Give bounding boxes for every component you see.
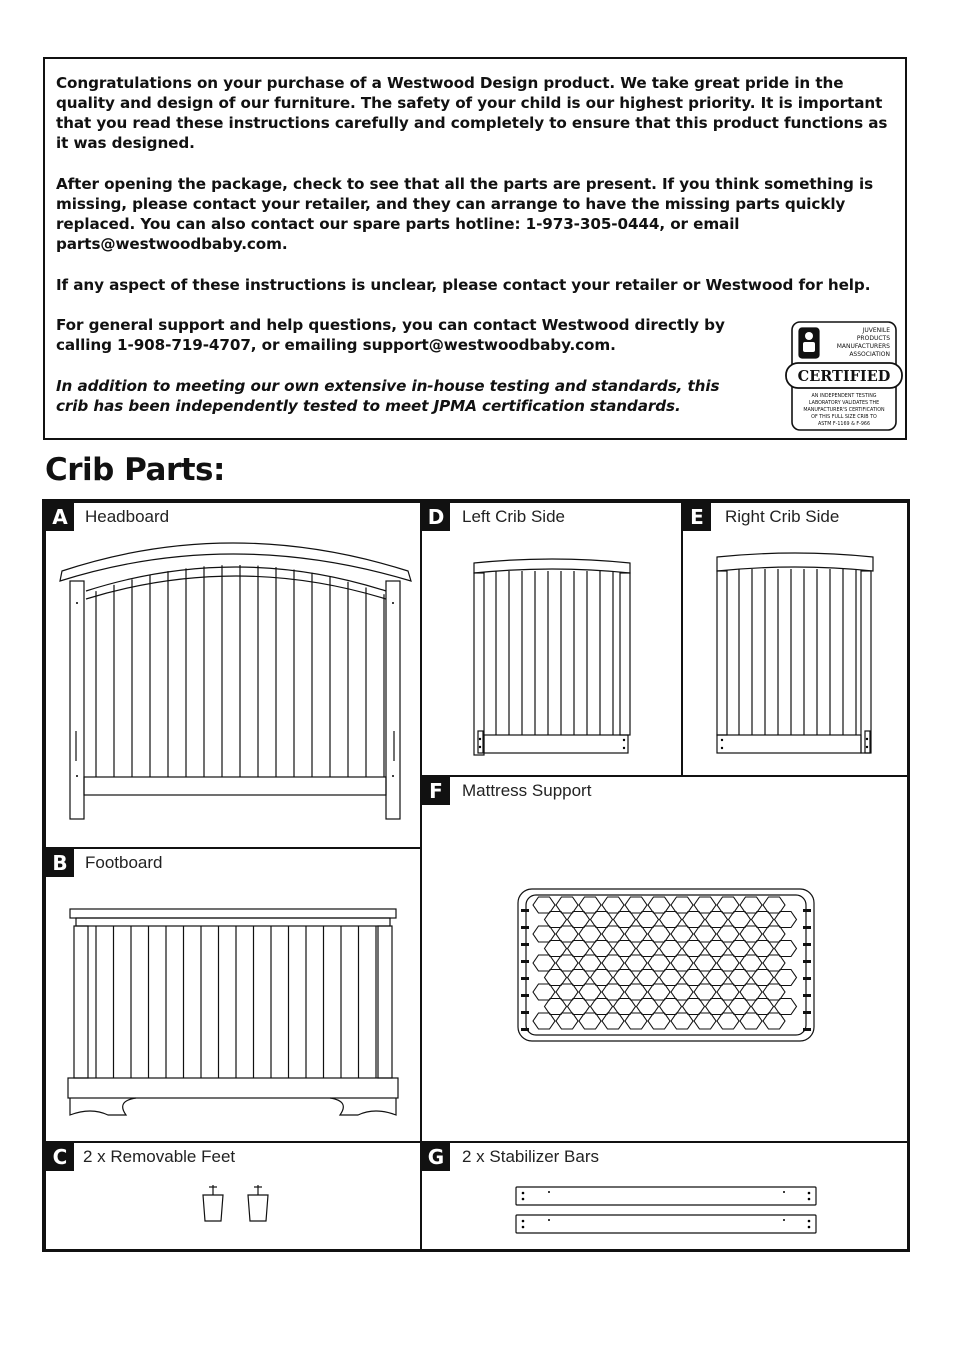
- part-cell-removable-feet: [45, 1142, 421, 1252]
- part-cell-footboard: [45, 848, 421, 1142]
- part-cell-right-crib-side: [682, 502, 910, 776]
- part-label: Mattress Support: [462, 781, 592, 800]
- mattress-support-illustration: [422, 777, 911, 1143]
- jpma-org-line-2: PRODUCTS: [856, 335, 890, 342]
- jpma-fine-line-5: ASTM F-1169 & F-966: [817, 422, 871, 427]
- part-label: Right Crib Side: [725, 507, 840, 526]
- stabilizer-bars-illustration: [422, 1143, 911, 1253]
- jpma-fine-line-3: MANUFACTURER'S CERTIFICATION: [803, 408, 885, 413]
- part-cell-mattress-support: [421, 776, 910, 1142]
- part-letter: F: [422, 777, 450, 805]
- part-label: 2 x Stabilizer Bars: [462, 1147, 599, 1166]
- part-letter: A: [46, 503, 74, 531]
- intro-paragraph-help: If any aspect of these instructions is unclear, please contact your retailer or Westwood for help.: [56, 276, 871, 294]
- jpma-fine-line-2: LABORATORY VALIDATES THE: [808, 401, 880, 406]
- right-crib-side-illustration: [683, 503, 911, 777]
- intro-paragraph-support: For general support and help questions, you can contact Westwood directly by calling 1-908-719-4707, or emailing support@westwoodbaby.com.: [56, 316, 725, 354]
- part-cell-stabilizer-bars: [421, 1142, 910, 1252]
- part-letter: D: [422, 503, 450, 531]
- footboard-illustration: [46, 849, 422, 1143]
- jpma-org-line-3: MANUFACTURERS: [836, 343, 890, 350]
- part-label: Headboard: [85, 507, 170, 526]
- crib-parts-grid: [42, 499, 910, 1252]
- removable-feet-illustration: [46, 1143, 422, 1253]
- part-letter: C: [46, 1143, 74, 1171]
- part-letter: G: [422, 1143, 450, 1171]
- intro-paragraph-parts-check: After opening the package, check to see that all the parts are present. If you think something is missing, please contact your retailer, and they can arrange to have the missing parts quickly replaced. You can also contact our spare parts hotline: 1-973-305-0444, or email parts@westwoodbaby.com.: [56, 175, 874, 253]
- part-label: 2 x Removable Feet: [83, 1147, 236, 1166]
- section-title: Crib Parts:: [45, 452, 225, 488]
- jpma-certified-label: CERTIFIED: [797, 368, 891, 385]
- part-cell-headboard: [45, 502, 421, 848]
- part-label: Footboard: [85, 853, 163, 872]
- part-cell-left-crib-side: [421, 502, 682, 776]
- intro-paragraph-welcome: Congratulations on your purchase of a Westwood Design product. We take great pride in the quality and design of our furniture. The safety of your child is our highest priority. It is important that you read these instructions carefully and completely to ensure that this product functions as it was designed.: [56, 74, 888, 152]
- jpma-org-line-1: JUVENILE: [862, 327, 890, 334]
- jpma-fine-line-4: OF THIS FULL SIZE CRIB TO: [811, 415, 877, 420]
- part-letter: B: [46, 849, 74, 877]
- jpma-fine-line-1: AN INDEPENDENT TESTING: [811, 394, 877, 399]
- jpma-org-line-4: ASSOCIATION: [849, 351, 890, 358]
- intro-box: [43, 57, 907, 440]
- headboard-illustration: [46, 503, 422, 849]
- intro-paragraph-jpma: In addition to meeting our own extensive in-house testing and standards, this crib has been independently tested to meet JPMA certification standards.: [56, 377, 720, 415]
- left-crib-side-illustration: [422, 503, 683, 777]
- part-letter: E: [683, 503, 711, 531]
- part-label: Left Crib Side: [462, 507, 565, 526]
